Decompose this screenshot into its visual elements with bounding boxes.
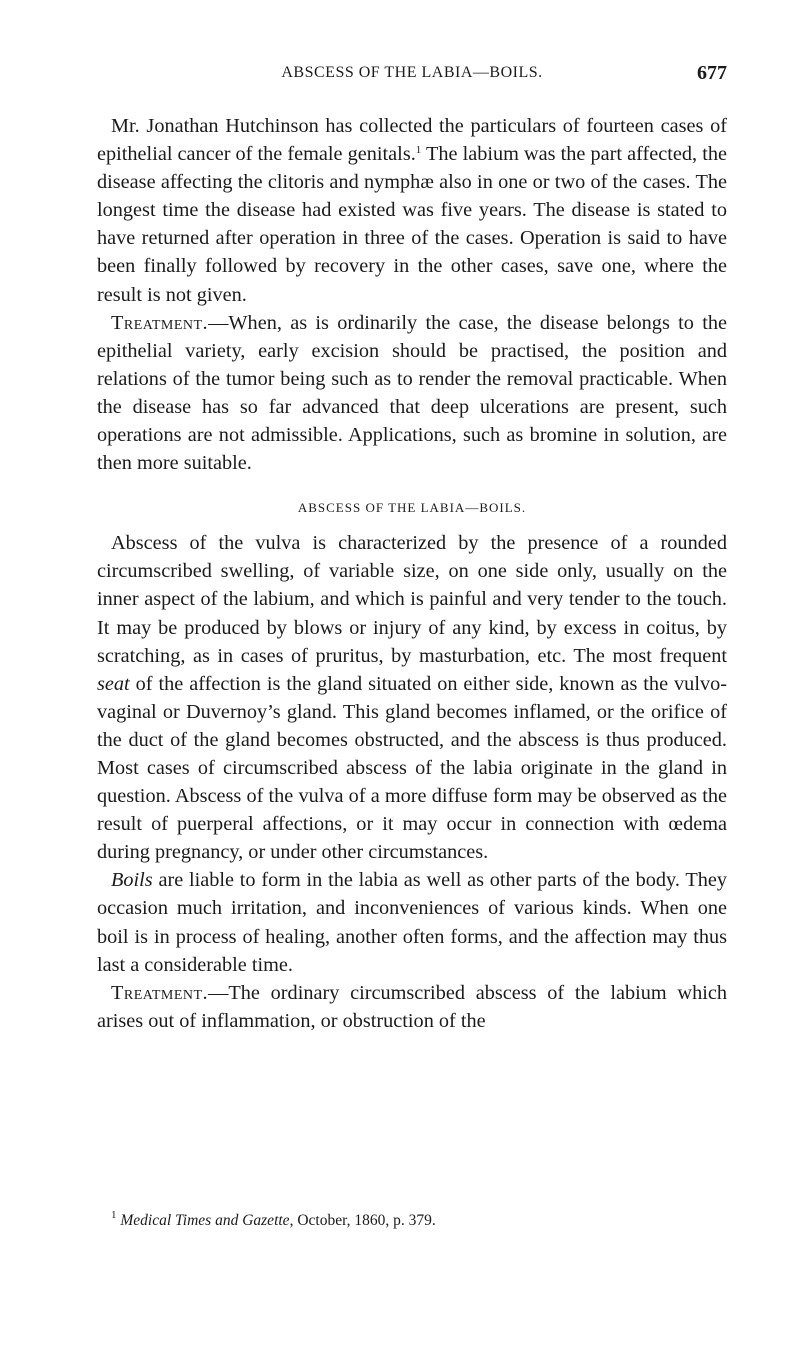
footnote — [97, 1211, 727, 1231]
paragraph-text: —The ordinary circumscribed abscess of the labium which arises out of inflammation, or obstruction of the — [97, 981, 727, 1032]
footnote-text: , October, 1860, p. 379. — [289, 1212, 436, 1229]
paragraph-text: —When, as is ordinarily the case, the disease belongs to the epithelial variety, early excision should be practised, the position and relations of the tumor being such as to render the removal practicable. When the disease has so far advanced that deep ulcerations are present, such operations are not admissible. Applications, such as bromine in solution, are then more suitable. — [97, 311, 727, 475]
treatment-lead: Treatment. — [111, 981, 209, 1004]
treatment-lead: Treatment. — [111, 311, 209, 334]
paragraph-treatment-abscess — [97, 979, 727, 1035]
page-number: 677 — [697, 62, 727, 84]
paragraph-abscess — [97, 529, 727, 866]
running-title: ABSCESS OF THE LABIA—BOILS. — [281, 64, 543, 81]
paragraph-text: Abscess of the vulva is characterized by the presence of a rounded circumscribed swelling, of variable size, on one side only, usually on the inner aspect of the labium, and which is painful and very tender to the touch. It may be produced by blows or injury of any kind, by excess in coitus, by scratching, as in cases of pruritus, by masturbation, etc. The most frequent — [97, 532, 727, 667]
footnote-reference: 1 — [415, 144, 422, 157]
paragraph-text: Mr. Jonathan Hutchinson has collected the particulars of fourteen cases of epithelial cancer of the female genitals. — [97, 115, 727, 166]
footnote-source: Medical Times and Gazette — [120, 1212, 290, 1229]
paragraph-text: of the affection is the gland situated on either side, known as the vulvo-vaginal or Duvernoy’s gland. This gland becomes inflamed, or the orifice of the duct of the gland becomes obstructed, and the abscess is thus produced. Most cases of circumscribed abscess of the labia originate in the gland in question. Abscess of the vulva of a more diffuse form may be observed as the result of puerperal affections, or it may occur in connection with œdema during pregnancy, or under other circumstances. — [97, 672, 727, 864]
italic-term: seat — [97, 672, 130, 695]
paragraph-boils — [97, 866, 727, 978]
paragraph-hutchinson — [97, 112, 727, 309]
paragraph-treatment-cancer — [97, 309, 727, 478]
section-heading: ABSCESS OF THE LABIA—BOILS. — [297, 500, 527, 516]
running-head — [97, 62, 727, 86]
italic-term: Boils — [111, 869, 153, 892]
paragraph-text: The labium was the part affected, the disease affecting the clitoris and nymphæ also in one or two of the cases. The longest time the disease had existed was five years. The disease is stated to have returned after operation in three of the cases. Operation is said to have been finally followed by recovery in the other cases, save one, where the result is not given. — [97, 143, 727, 306]
body-text — [97, 112, 727, 1035]
footnote-marker: 1 — [111, 1209, 117, 1221]
paragraph-text: are liable to form in the labia as well as other parts of the body. They occasion much irritation, and inconveniences of various kinds. When one boil is in process of healing, another often forms, and the affection may thus last a considerable time. — [97, 869, 727, 976]
